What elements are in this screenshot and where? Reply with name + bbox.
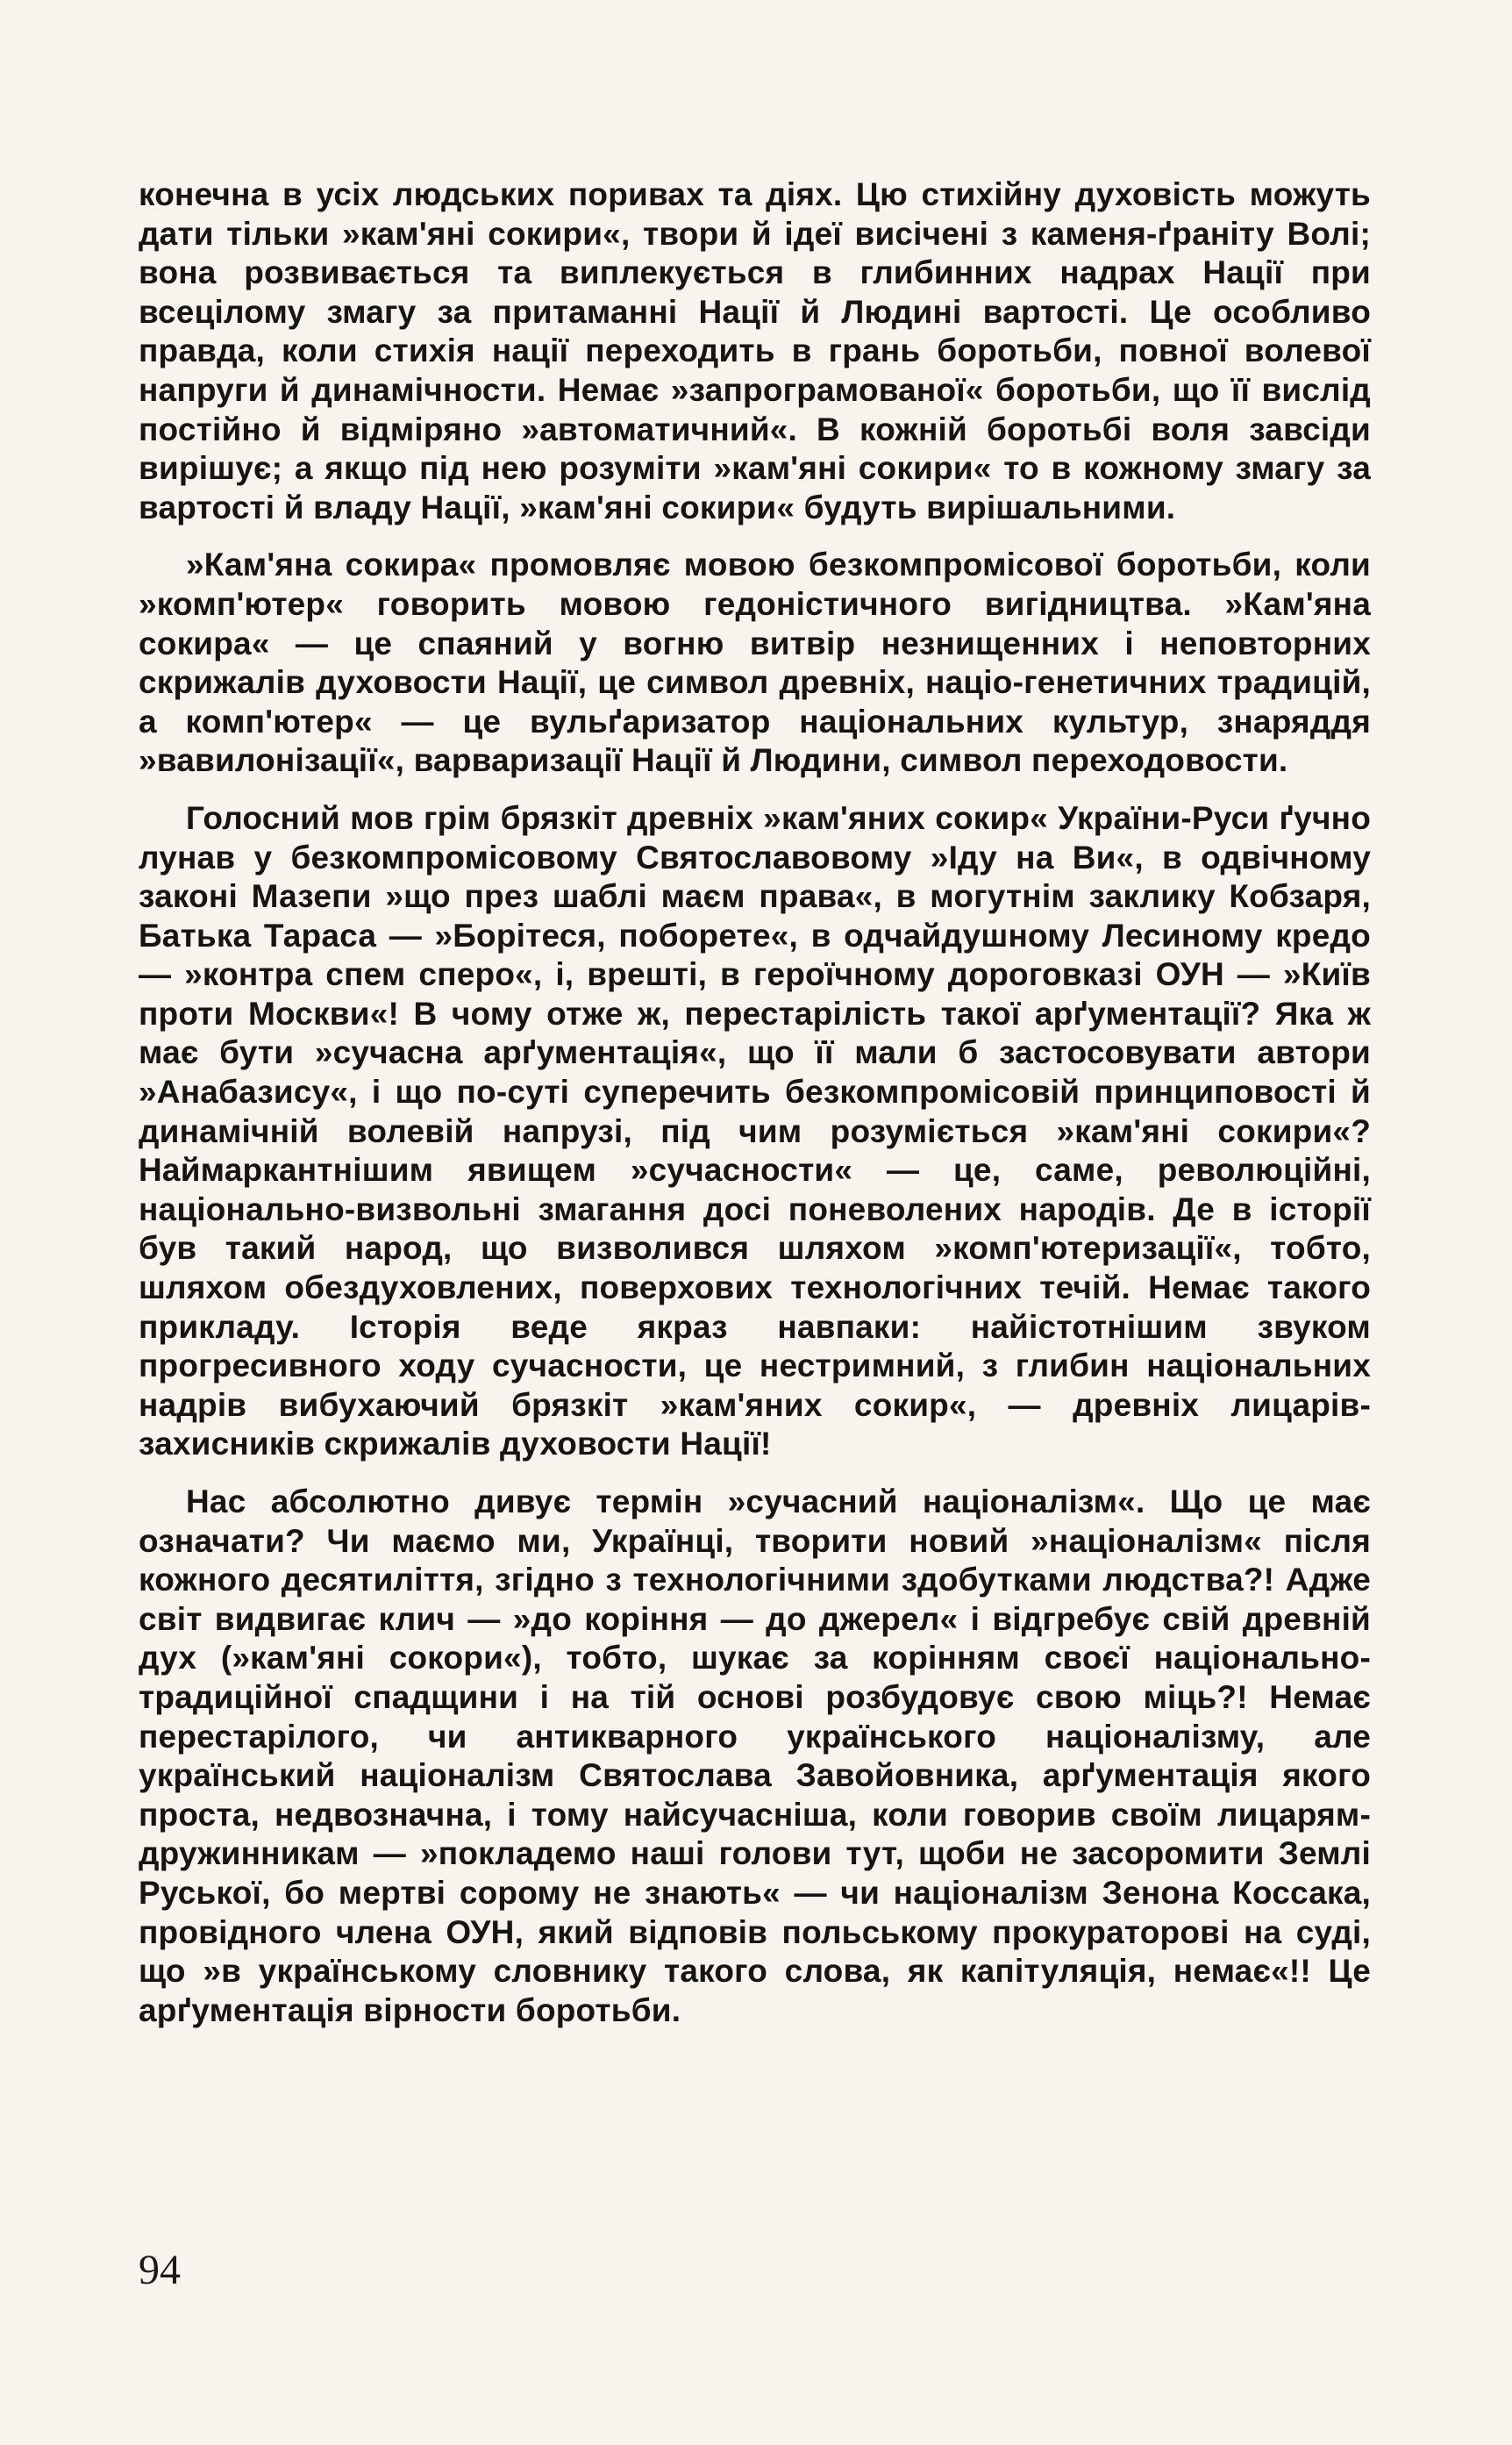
paragraph-4: Нас абсолютно дивує термін »сучасний націоналізм«. Що це має означати? Чи маємо ми, Українці, творити новий »націоналізм« після кожного десятиліття, згідно з технологічними здобутками людства?! Адже світ видвигає клич — »до коріння — до джерел« і відгребує свій древній дух (»кам'яні сокори«), тобто, шукає за корінням своєї національно-традиційної спадщини і на тій основі розбудовує свою міць?! Немає перестарілого, чи антикварного українського націоналізму, але український націоналізм Святослава Завойовника, арґументація якого проста, недвозначна, і тому найсучасніша, коли говорив своїм лицарям-дружинникам — »покладемо наші голови тут, щоби не засоромити Землі Руської, бо мертві сорому не знають« — чи націоналізм Зенона Коссака, провідного члена ОУН, який відповів польському прокураторові на суді, що »в українському словнику такого слова, як капітуляція, немає«!! Це арґументація вірности боротьби. [139,1483,1371,2028]
body-text [139,175,1371,2030]
paragraph-3: Голосний мов грім брязкіт древніх »кам'яних сокир« України-Руси ґучно лунав у безкомпромісовому Святославовому »Іду на Ви«, в одвічному законі Мазепи »що през шаблі маєм права«, в могутнім заклику Кобзаря, Батька Тараса — »Борітеся, поборете«, в одчайдушному Лесиному кредо — »контра спем сперо«, і, врешті, в героїчному дороговказі ОУН — »Київ проти Москви«! В чому отже ж, перестарілість такої арґументації? Яка ж має бути »сучасна арґументація«, що її мали б застосовувати автори »Анабазису«, і що по-суті суперечить безкомпромісовій принциповості й динамічній волевій напрузі, під чим розуміється »кам'яні сокири«? Наймаркантнішим явищем »сучасности« — це, саме, революційні, національно-визвольні змагання досі поневолених народів. Де в історії був такий народ, що визволився шляхом »комп'ютеризації«, тобто, шляхом обездуховлених, поверхових технологічних течій. Немає такого прикладу. Історія веде якраз навпаки: найістотнішим звуком прогресивного ходу сучасности, це нестримний, з глибин національних надрів вибухаючий брязкіт »кам'яних сокир«, — древніх лицарів-захисників скрижалів духовости Нації! [139,799,1371,1462]
page-number: 94 [139,2247,181,2293]
paragraph-2: »Кам'яна сокира« промовляє мовою безкомпромісової боротьби, коли »комп'ютер« говорить мовою гедоністичного вигідництва. »Кам'яна сокира« — це спаяний у вогню витвір незнищенних і неповторних скрижалів духовости Нації, це символ древніх, націо-генетичних традицій, а комп'ютер« — це вульґаризатор національних культур, знаряддя »вавилонізації«, варваризації Нації й Людини, символ переходовости. [139,547,1371,779]
paragraph-1: конечна в усіх людських поривах та діях. Цю стихійну духовість можуть дати тільки »кам'яні сокири«, твори й ідеї висічені з каменя-ґраніту Волі; вона розвивається та виплекується в глибинних надрах Нації при всецілому змагу за притаманні Нації й Людині вартості. Це особливо правда, коли стихія нації переходить в грань боротьби, повної волевої напруги й динамічности. Немає »запрограмованої« боротьби, що її вислід постійно й відміряно »автоматичний«. В кожній боротьбі воля завсіди вирішує; а якщо під нею розуміти »кам'яні сокири« то в кожному змагу за вартості й владу Нації, »кам'яні сокири« будуть вирішальними. [139,176,1371,525]
